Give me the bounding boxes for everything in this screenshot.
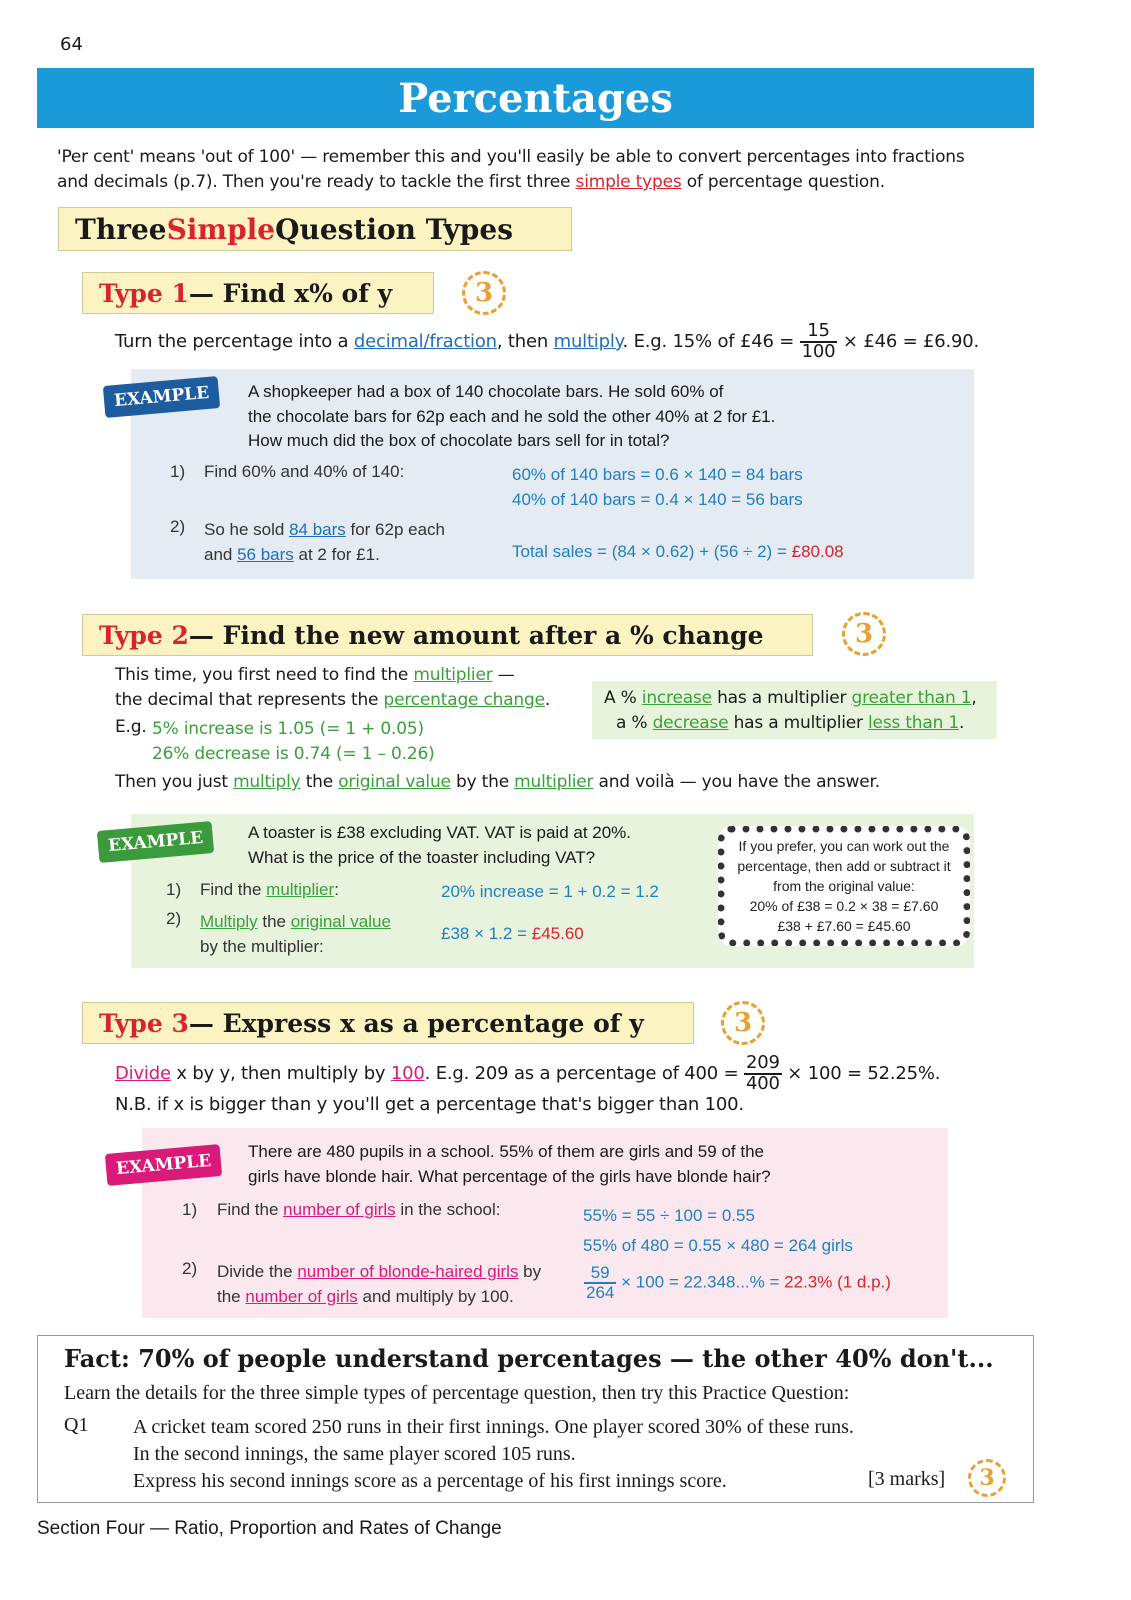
step-number: 1) xyxy=(166,880,182,899)
intro-text xyxy=(57,145,1057,195)
type2-question: A toaster is £38 excluding VAT. VAT is paid at 20%. What is the price of the toaster including VAT? xyxy=(248,823,632,867)
type1-step2: So he sold 84 bars for 62p each and 56 bars at 2 for £1. xyxy=(204,520,446,564)
type1-step1: Find 60% and 40% of 140: xyxy=(204,462,405,481)
type1-answer-2: Total sales = (84 × 0.62) + (56 ÷ 2) = £80.08 xyxy=(512,542,844,561)
type3-step2: Divide the number of blonde-haired girls by the number of girls and multiply by 100. xyxy=(217,1262,542,1306)
type2-step2: Multiply the original value by the multiplier: xyxy=(200,912,391,956)
multiply-link: multiply xyxy=(553,330,623,352)
fraction-15-100: $\frac{15}{100}$ xyxy=(801,320,836,362)
intro-line-1: 'Per cent' means 'out of 100' — remember this and you'll easily be able to convert percentages into fractions xyxy=(57,147,965,167)
page-number: 64 xyxy=(60,34,83,55)
fraction-209-400: $\frac{209}{400}$ xyxy=(746,1052,780,1094)
type2-intro: This time, you first need to find the multiplier — the decimal that represents the percentage change. xyxy=(115,665,551,710)
type2-answer-2: £38 × 1.2 = £45.60 xyxy=(441,924,584,943)
fraction-59-264: $\frac{59}{264}$ xyxy=(586,1263,615,1302)
fact-intro: Learn the details for the three simple types of percentage question, then try this Practice Question: xyxy=(64,1382,850,1404)
fact-title: Fact: 70% of people understand percentages — the other 40% don't... xyxy=(64,1344,994,1373)
title-bar xyxy=(37,68,1034,128)
marks-label: [3 marks] xyxy=(868,1468,946,1490)
type2-heading: Type 2 — Find the new amount after a % change xyxy=(82,614,813,656)
type1-answer-1: 60% of 140 bars = 0.6 × 140 = 84 bars 40% of 140 bars = 0.4 × 140 = 56 bars xyxy=(512,465,803,509)
type3-answer-1: 55% = 55 ÷ 100 = 0.55 55% of 480 = 0.55 × 480 = 264 girls xyxy=(583,1206,853,1255)
grade-badge-icon: 3 xyxy=(968,1459,1006,1497)
step-number: 2) xyxy=(166,909,182,928)
type2-answer-1: 20% increase = 1 + 0.2 = 1.2 xyxy=(441,882,659,901)
type3-step1: Find the number of girls in the school: xyxy=(217,1200,501,1219)
grade-badge-icon: 3 xyxy=(462,271,506,315)
multiplier-rule-box: A % increase has a multiplier greater than 1, a % decrease has a multiplier less than 1. xyxy=(592,681,997,739)
type3-nb: N.B. if x is bigger than y you'll get a percentage that's bigger than 100. xyxy=(115,1094,744,1115)
type3-rule: Divide x by y, then multiply by 100. E.g. 209 as a percentage of 400 = $\frac{209}{400}$ × 100 = 52.25%. xyxy=(115,1052,941,1094)
intro-line-2: and decimals (p.7). Then you're ready to tackle the first three simple types of percentage question. xyxy=(57,172,885,192)
type1-question: A shopkeeper had a box of 140 chocolate bars. He sold 60% of the chocolate bars for 62p each and he sold the other 40% at 2 for £1. How much did the box of chocolate bars sell for in total? xyxy=(248,382,776,450)
question-label: Q1 xyxy=(64,1414,89,1436)
example-tag: EXAMPLE xyxy=(97,821,215,863)
grade-badge-icon: 3 xyxy=(721,1001,765,1045)
step-number: 1) xyxy=(170,462,186,481)
type3-answer-2: $\frac{59}{264}$ × 100 = 22.348...% = 22.3% (1 d.p.) xyxy=(586,1263,891,1302)
section-heading: Three Simple Question Types xyxy=(58,207,572,251)
step-number: 2) xyxy=(170,517,186,536)
practice-question: A cricket team scored 250 runs in their first innings. One player scored 30% of these runs. In the second innings, the same player scored 105 runs. Express his second innings score as a percentage of his first innings score. xyxy=(133,1416,854,1492)
page-title: Percentages xyxy=(398,74,673,122)
tip-note-text: If you prefer, you can work out the percentage, then add or subtract it from the original value: 20% of £38 = 0.2 × 38 = £7.60 £38 + £7.60 = £45.60 xyxy=(737,838,951,934)
section-footer: Section Four — Ratio, Proportion and Rates of Change xyxy=(37,1518,502,1539)
type2-step1: Find the multiplier: xyxy=(200,880,339,899)
type3-heading: Type 3 — Express x as a percentage of y xyxy=(82,1002,694,1044)
step-number: 2) xyxy=(182,1259,198,1278)
type3-question: There are 480 pupils in a school. 55% of them are girls and 59 of the girls have blonde hair. What percentage of the girls have blonde hair? xyxy=(248,1142,771,1186)
simple-types-link: simple types xyxy=(575,172,682,192)
decimal-fraction-link: decimal/fraction xyxy=(353,330,497,352)
example-tag: EXAMPLE xyxy=(103,376,221,418)
step-number: 1) xyxy=(182,1200,198,1219)
type2-then: Then you just multiply the original value by the multiplier and voilà — you have the answer. xyxy=(115,772,880,792)
type2-examples: 5% increase is 1.05 (= 1 + 0.05) 26% decrease is 0.74 (= 1 – 0.26) xyxy=(152,719,435,764)
type1-heading: Type 1 — Find x% of y xyxy=(82,272,434,314)
eg-label: E.g. xyxy=(115,717,147,737)
grade-badge-icon: 3 xyxy=(842,612,886,656)
type1-rule: Turn the percentage into a decimal/fraction, then multiply. E.g. 15% of £46 = $\frac{15}{100}$ × £46 = £6.90. xyxy=(115,320,980,362)
example-tag: EXAMPLE xyxy=(105,1144,223,1186)
